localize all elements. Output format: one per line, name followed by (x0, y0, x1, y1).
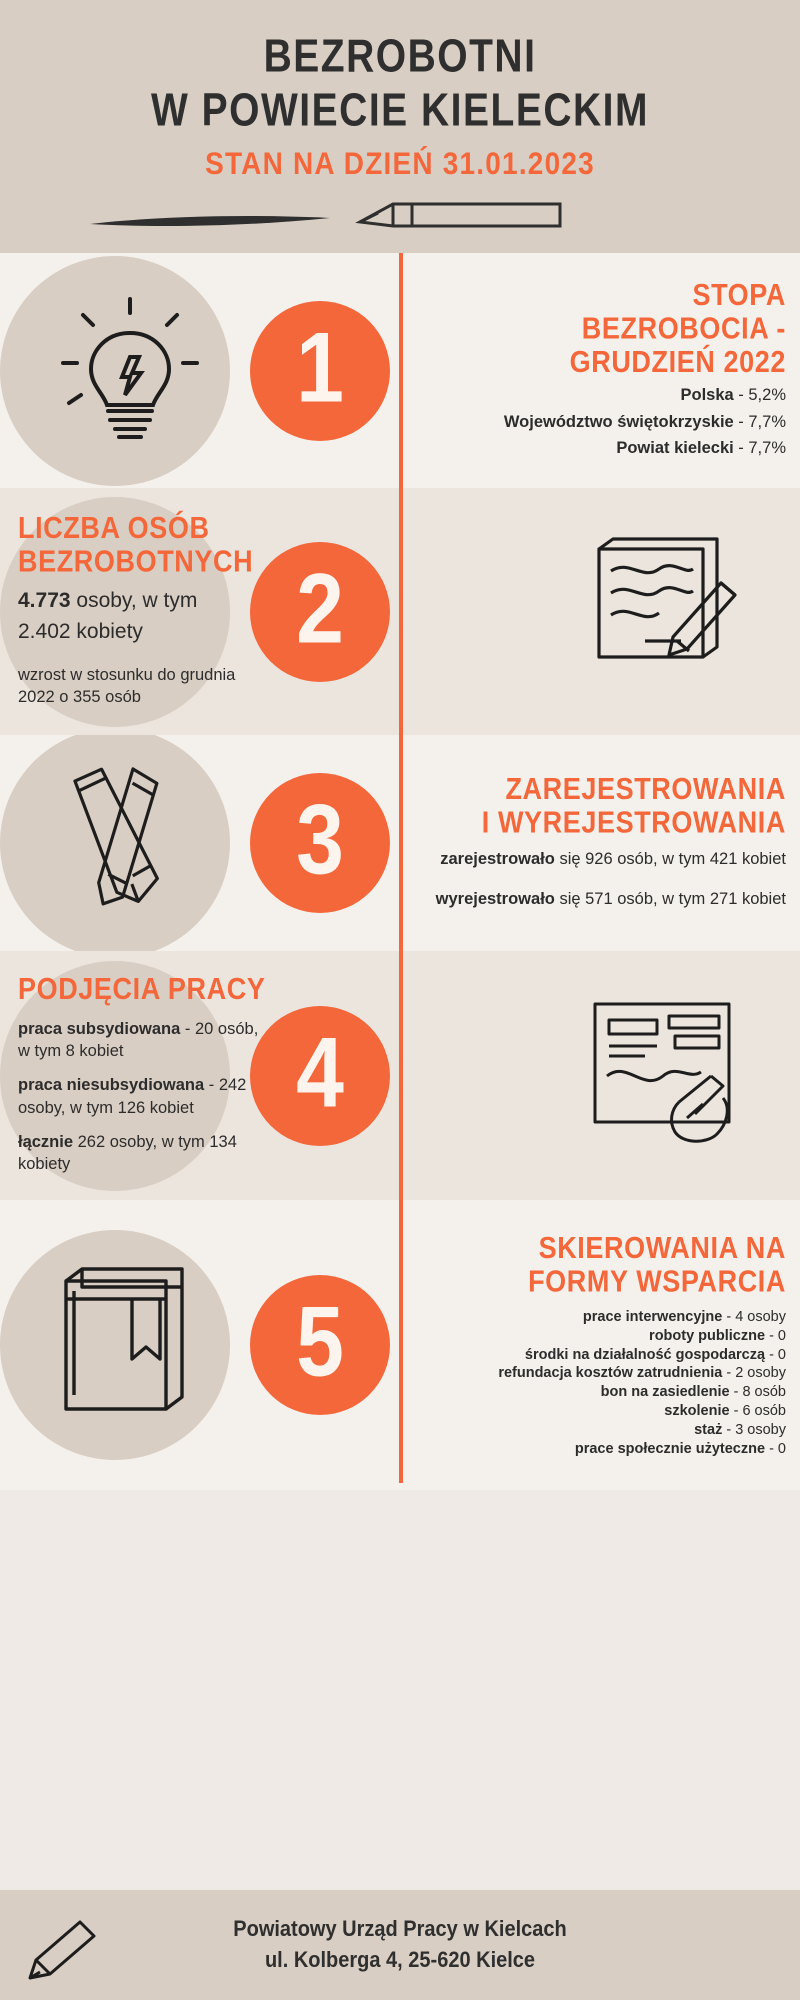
step-number-3: 3 (250, 773, 390, 913)
fact-item: bon na zasiedlenie - 8 osób (600, 1384, 786, 1401)
footer (0, 1890, 800, 2000)
section-3-title: ZAREJESTROWANIA I WYREJESTROWANIA (481, 771, 786, 839)
section-4-illustration (540, 951, 790, 1200)
notebook-pencil-icon (585, 537, 745, 687)
footer-line-1: Powiatowy Urząd Pracy w Kielcach (233, 1917, 567, 1942)
header (0, 0, 800, 253)
section-1-illustration (10, 253, 250, 488)
lightbulb-icon (55, 291, 205, 451)
section-5-illustration (10, 1200, 250, 1490)
section-3-content (416, 735, 786, 951)
fact-item: roboty publiczne - 0 (649, 1327, 786, 1344)
form-hand-icon (583, 998, 748, 1153)
section-2-title: LICZBA OSÓB BEZROBOTNYCH (18, 510, 254, 579)
section-4-title: PODJĘCIA PRACY (18, 971, 266, 1006)
fact-item: łącznie 262 osoby, w tym 134 kobiety (18, 1132, 237, 1174)
fact-item: Polska - 5,2% (680, 386, 786, 405)
pen-icon (20, 1916, 110, 1986)
footer-address (233, 1914, 566, 1976)
fact-item: środki na działalność gospodarczą - 0 (524, 1346, 786, 1363)
section-2-illustration (540, 488, 790, 735)
section-4-content (18, 951, 268, 1200)
fact-item: staż - 3 osoby (694, 1421, 786, 1438)
page-title (0, 30, 800, 139)
fact-item: szkolenie - 6 osób (664, 1403, 786, 1420)
fact-item: prace społecznie użyteczne - 0 (574, 1440, 786, 1457)
fact-item: 2.402 kobiety (18, 620, 143, 644)
fact-item: wyrejestrowało się 571 osób, w tym 271 kobiet (435, 890, 786, 909)
footer-line-2: ul. Kolberga 4, 25-620 Kielce (264, 1948, 536, 1973)
fact-item: Powiat kielecki - 7,7% (616, 438, 786, 457)
title-line-2: W POWIECIE KIELECKIM (151, 85, 649, 137)
fact-item: zarejestrowało się 926 osób, w tym 421 kobiet (440, 849, 786, 868)
fact-item: 4.773 osoby, w tym (18, 589, 198, 613)
step-number-5: 5 (250, 1275, 390, 1415)
title-line-1: BEZROBOTNI (263, 31, 537, 82)
header-subtitle: STAN NA DZIEŃ 31.01.2023 (205, 146, 595, 181)
step-number-2: 2 (250, 542, 390, 682)
section-2-content (18, 488, 268, 735)
fact-item: praca niesubsydiowana - 242 osoby, w tym 126 kobiet (18, 1076, 247, 1117)
fact-item: praca subsydiowana - 20 osób, w tym 8 kobiet (18, 1019, 259, 1061)
section-1-title: STOPA BEZROBOCIA - GRUDZIEŃ 2022 (569, 277, 786, 380)
section-5-content (416, 1200, 786, 1490)
book-bookmark-icon (48, 1263, 213, 1428)
pen-underline-icon (0, 196, 800, 244)
section-3-illustration (10, 735, 250, 951)
fact-item: prace interwencyjne - 4 osoby (582, 1308, 786, 1325)
step-number-4: 4 (250, 1006, 390, 1146)
fact-item: Województwo świętokrzyskie - 7,7% (503, 412, 786, 431)
pens-icon (55, 758, 205, 928)
fact-item: refundacja kosztów zatrudnienia - 2 osoby (498, 1365, 786, 1382)
fact-item: wzrost w stosunku do grudnia 2022 o 355 osób (18, 665, 236, 707)
section-1-content (416, 253, 786, 488)
timeline-line (399, 253, 403, 1483)
step-number-1: 1 (250, 301, 390, 441)
section-5-title: SKIEROWANIA NA FORMY WSPARCIA (528, 1231, 786, 1299)
